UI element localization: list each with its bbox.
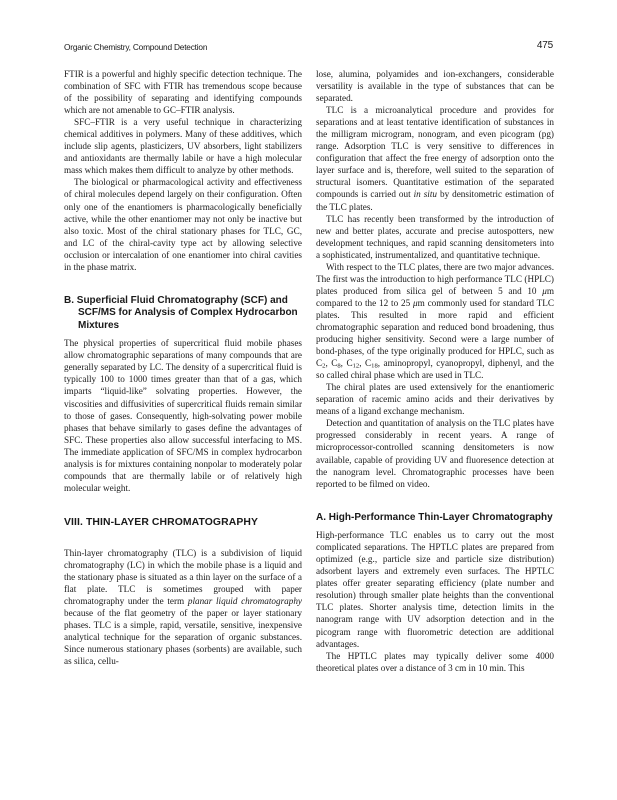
mu-symbol: μ bbox=[542, 285, 547, 296]
mu-symbol: μ bbox=[413, 297, 418, 308]
subscript: 18 bbox=[371, 362, 378, 370]
text-run: because of the flat geometry of the paper or layer stationary phases. TLC is a simple, rapid, versatile, sensitive, inexpensive analytical technique for the separation of organic substances. Since numerous stationary phases (sorbents) are available, such as silica, cellu- bbox=[64, 608, 302, 667]
paragraph: The HPTLC plates may typically deliver some 4000 theoretical plates over a distance of 3 cm in 10 min. This bbox=[316, 650, 554, 673]
subscript: 2 bbox=[322, 362, 326, 370]
paragraph bbox=[316, 261, 554, 381]
italic-term: planar liquid chromatography bbox=[187, 596, 303, 607]
paragraph bbox=[64, 547, 302, 667]
section-heading-a: A. High-Performance Thin-Layer Chromatography bbox=[316, 511, 553, 523]
section-heading-b: B. Superficial Fluid Chromatography (SCF) and SCF/MS for Analysis of Complex Hydrocarbon Mixtures bbox=[64, 294, 298, 331]
paragraph: lose, alumina, polyamides and ion-exchangers, considerable versatility is available in the type of substances that can be separated. bbox=[316, 69, 554, 104]
running-title: Organic Chemistry, Compound Detection bbox=[64, 42, 208, 52]
paragraph: SFC–FTIR is a very useful technique in characterizing chemical additives in polymers. Many of these additives, which include slip agents, plasticizers, UV absorbers, light stabilizers and antioxidants are thermally labile or have a high molecular mass which makes them difficult to analyze by other methods. bbox=[64, 117, 302, 176]
text-run: TLC is a microanalytical procedure and provides for separations and at least tentative identification of substances in the milligram microgram, nonogram, and even picogram (pg) range. Adsorption TLC is very sensitive to differences in configuration that affect the free energy of adsorption onto the layer surface and is, therefore, well suited to the separation of structural isomers. Quantitative estimation of the separated compounds is carried out bbox=[316, 105, 554, 200]
text-run: Thin-layer chromatography (TLC) is a subdivision of liquid chromatography (LC) in which the mobile phase is a liquid and the stationary phase is situated as a thin layer on the surface of a flat plate. TLC is sometimes grouped with paper chromatography under the term bbox=[64, 547, 302, 607]
paragraph: Detection and quantitation of analysis on the TLC plates have progressed considerably in recent years. A range of microprocessor-controlled scanning densitometers is now available, capable of providing UV and fluoresence detection at the nanogram level. Chromatographic processes have been reported to be filmed on video. bbox=[316, 418, 554, 489]
subscript: 12 bbox=[352, 362, 360, 370]
right-column bbox=[316, 68, 554, 674]
text-run: , C bbox=[325, 358, 338, 369]
left-column bbox=[64, 68, 302, 667]
section-heading-viii: VIII. THIN-LAYER CHROMATOGRAPHY bbox=[64, 516, 258, 528]
paragraph: High-performance TLC enables us to carry out the most complicated separations. The HPTLC plates are prepared from optimized (e.g., particle size and particle size distribution) adsorbent layers and extremely even surfaces. The HPTLC plates offer greater separating efficiency (plate number and resolution) through smaller plate heights than the conventional TLC plates. Shorter analysis time, detection limits in the nanogram range with UV adsorption detection and in the picogram range with fluorometric detection are additional advantages. bbox=[316, 530, 554, 649]
text-run: , C bbox=[359, 358, 372, 369]
paragraph: The chiral plates are used extensively for the enantiomeric separation of racemic amino acids and their derivatives by means of a ligand exchange mechanism. bbox=[316, 382, 554, 417]
text-run: , aminopropyl, cyanopropyl, diphenyl, and the so called chiral phase which are used in TLC. bbox=[316, 358, 554, 381]
paragraph: The biological or pharmacological activity and effectiveness of chiral molecules depend largely on their configuration. Often only one of the enantiomers is pharmacologically beneficially active, while the other enantiomer may not only be inactive but also toxic. Most of the chiral stationary phases for TLC, GC, and LC of the chiral-cavity type act by allowing selective occlusion or intercalation of one enantiomer into chiral cavities in the phase matrix. bbox=[64, 177, 302, 272]
paragraph: TLC has recently been transformed by the introduction of new and better plates, accurate and precise autospotters, new development techniques, and rapid scanning densitometers into a sophisticated, instrumentalized, and quantitative technique. bbox=[316, 213, 554, 260]
text-run: m compared to the 12 to 25 bbox=[316, 285, 554, 308]
paragraph: The physical properties of supercritical fluid mobile phases allow chromatographic separations of many compounds that are generally separated by LC. The density of a supercritical fluid is typically 100 to 1000 times greater than that of a gas, which imparts “liquid-like” solvating properties. However, the viscosities and diffusivities of supercritical fluids remain similar to those of gases. Consequently, high-solvating power mobile phases that behave similarly to gases define the advantages of SFC. These properties also allow successful interfacing to MS. The immediate application of SFC/MS in complex hydrocarbon analysis is for mixtures containing nonpolar to moderately polar compounds that are thermally labile or of relatively high molecular weight. bbox=[64, 338, 302, 493]
paragraph: FTIR is a powerful and highly specific detection technique. The combination of SFC with FTIR has tremendous scope because of the possibility of separating and identifying compounds which are not amenable to GC–FTIR analysis. bbox=[64, 69, 302, 116]
italic-term: in situ bbox=[413, 189, 437, 200]
text-run: , C bbox=[340, 358, 353, 369]
text-run: m commonly used for standard TLC plates. This resulted in more rapid and efficient chromatographic separation and reduced bond broadening, thus producing higher sensitivity. Second were a large number of bond-phases, of the type originally produced for HPLC, such as C bbox=[316, 297, 554, 369]
page-number: 475 bbox=[536, 40, 553, 51]
running-header bbox=[64, 42, 553, 56]
subscript: 8 bbox=[337, 362, 341, 370]
text-run: by densitometric estimation of the TLC plates. bbox=[316, 189, 554, 212]
paragraph bbox=[316, 104, 554, 212]
text-run: With respect to the TLC plates, there are two major advances. The first was the introduction to high performance TLC (HPLC) plates produced from silica gel of between 5 and 10 bbox=[316, 261, 554, 296]
